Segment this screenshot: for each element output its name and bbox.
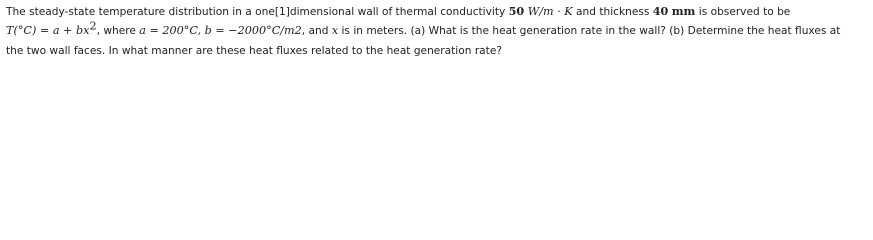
problem-line-3 xyxy=(6,44,502,58)
coefficient-definitions: a = 200°C, b = −2000°C/m2 xyxy=(139,24,302,37)
conductivity-unit: W/m · K xyxy=(524,5,573,18)
equation-exponent: 2 xyxy=(89,19,97,33)
question-text: is in meters. (a) What is the heat generation rate in the wall? (b) Determine the heat fluxes at xyxy=(338,25,841,37)
and-text: , and xyxy=(301,25,332,37)
conductivity-value: 50 xyxy=(508,4,525,18)
problem-statement xyxy=(0,0,873,77)
temperature-equation: T(°C) = a + bx xyxy=(6,24,90,37)
problem-line-2 xyxy=(6,19,841,38)
thickness-unit: mm xyxy=(671,4,696,18)
problem-line-1 xyxy=(6,4,790,19)
where-text: , where xyxy=(96,25,140,37)
thickness-value: 40 xyxy=(652,4,669,18)
closing-question-text: the two wall faces. In what manner are these heat fluxes related to the heat generation rate? xyxy=(6,45,502,57)
observed-text: is observed to be xyxy=(695,6,791,18)
intro-text: The steady-state temperature distribution in a one[1]dimensional wall of thermal conductivity xyxy=(6,6,509,18)
thickness-lead-text: and thickness xyxy=(572,6,653,18)
x-variable: x xyxy=(331,24,339,37)
